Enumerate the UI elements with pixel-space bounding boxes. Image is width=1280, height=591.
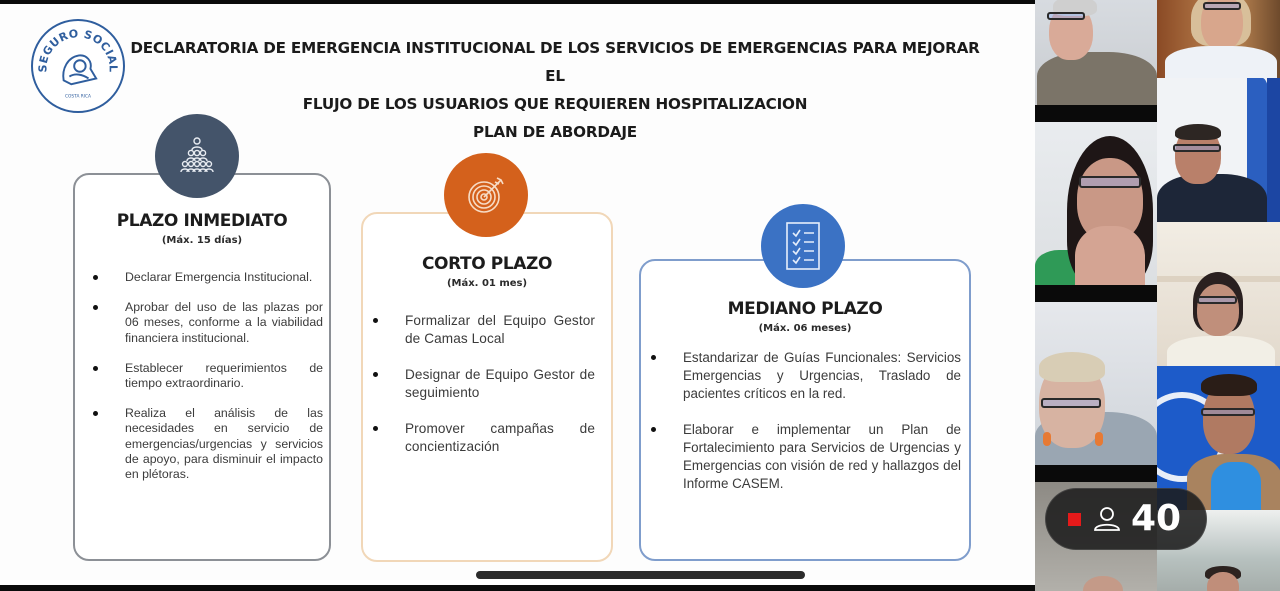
- card-subtitle: (Máx. 15 días): [161, 235, 243, 246]
- slide-title: [120, 34, 990, 146]
- seguro-social-emblem-icon: [33, 21, 123, 111]
- card-title: PLAZO INMEDIATO: [116, 211, 288, 231]
- slide-title-line-2: FLUJO DE LOS USUARIOS QUE REQUIEREN HOSPITALIZACION: [302, 95, 808, 113]
- card-subtitle: (Máx. 01 mes): [446, 278, 528, 289]
- card-bullet-list: [125, 270, 323, 497]
- list-item: Estandarizar de Guías Funcionales: Servicios Emergencias y Urgencias, Traslado de pacientes críticos en la red.: [683, 350, 961, 401]
- participant-tile[interactable]: [1157, 0, 1280, 78]
- video-letterbox: [1035, 105, 1157, 122]
- video-letterbox: [1035, 285, 1157, 302]
- participant-tile[interactable]: [1157, 78, 1280, 222]
- card-title: MEDIANO PLAZO: [727, 299, 883, 319]
- seguro-social-logo: [31, 19, 125, 113]
- participant-count: 40: [1131, 498, 1182, 539]
- card-title: CORTO PLAZO: [421, 254, 553, 274]
- card-subtitle: (Máx. 06 meses): [758, 323, 852, 334]
- participant-tile[interactable]: [1157, 222, 1280, 366]
- card-plazo-inmediato: [73, 173, 331, 561]
- checklist-icon: [761, 204, 845, 288]
- participant-count-badge[interactable]: [1045, 488, 1207, 550]
- slide-horizontal-scrollbar[interactable]: [476, 571, 805, 579]
- person-icon: [1093, 506, 1121, 532]
- list-item: Designar de Equipo Gestor de seguimiento: [405, 367, 595, 400]
- svg-text:COSTA RICA: COSTA RICA: [65, 94, 91, 100]
- list-item: Aprobar del uso de las plazas por 06 meses, conforme a la viabilidad financiera institucional.: [125, 300, 323, 345]
- card-bullet-list: [683, 349, 961, 512]
- people-pyramid-icon: [155, 114, 239, 198]
- shared-presentation-slide: [0, 4, 1035, 585]
- participant-tile[interactable]: [1035, 302, 1157, 465]
- bottom-letterbox: [0, 585, 1035, 591]
- card-bullet-list: [405, 312, 595, 474]
- participant-tile[interactable]: [1035, 122, 1157, 285]
- card-corto-plazo: [361, 212, 613, 562]
- card-mediano-plazo: [639, 259, 971, 561]
- list-item: Declarar Emergencia Institucional.: [125, 270, 323, 285]
- participant-tile[interactable]: [1035, 0, 1157, 105]
- list-item: Elaborar e implementar un Plan de Fortalecimiento para Servicios de Urgencias y Emergencias con visión de red y hallazgos del Informe CASEM.: [683, 422, 961, 491]
- list-item: Establecer requerimientos de tiempo extraordinario.: [125, 360, 323, 391]
- svg-text:SEGURO SOCIAL: SEGURO SOCIAL: [36, 26, 120, 73]
- slide-title-line-3: PLAN DE ABORDAJE: [473, 123, 637, 141]
- recording-indicator-icon: [1068, 513, 1081, 526]
- video-letterbox: [1035, 465, 1157, 482]
- top-letterbox: [0, 0, 1035, 4]
- slide-title-line-1: DECLARATORIA DE EMERGENCIA INSTITUCIONAL DE LOS SERVICIOS DE EMERGENCIAS PARA MEJORAR EL: [130, 39, 980, 85]
- target-arrow-icon: [444, 153, 528, 237]
- list-item: Promover campañas de concientización: [405, 421, 595, 454]
- list-item: Realiza el análisis de las necesidades en servicio de emergencias/urgencias y servicios de apoyo, para disminuir el impacto en plétoras.: [125, 406, 323, 482]
- list-item: Formalizar del Equipo Gestor de Camas Local: [405, 313, 595, 346]
